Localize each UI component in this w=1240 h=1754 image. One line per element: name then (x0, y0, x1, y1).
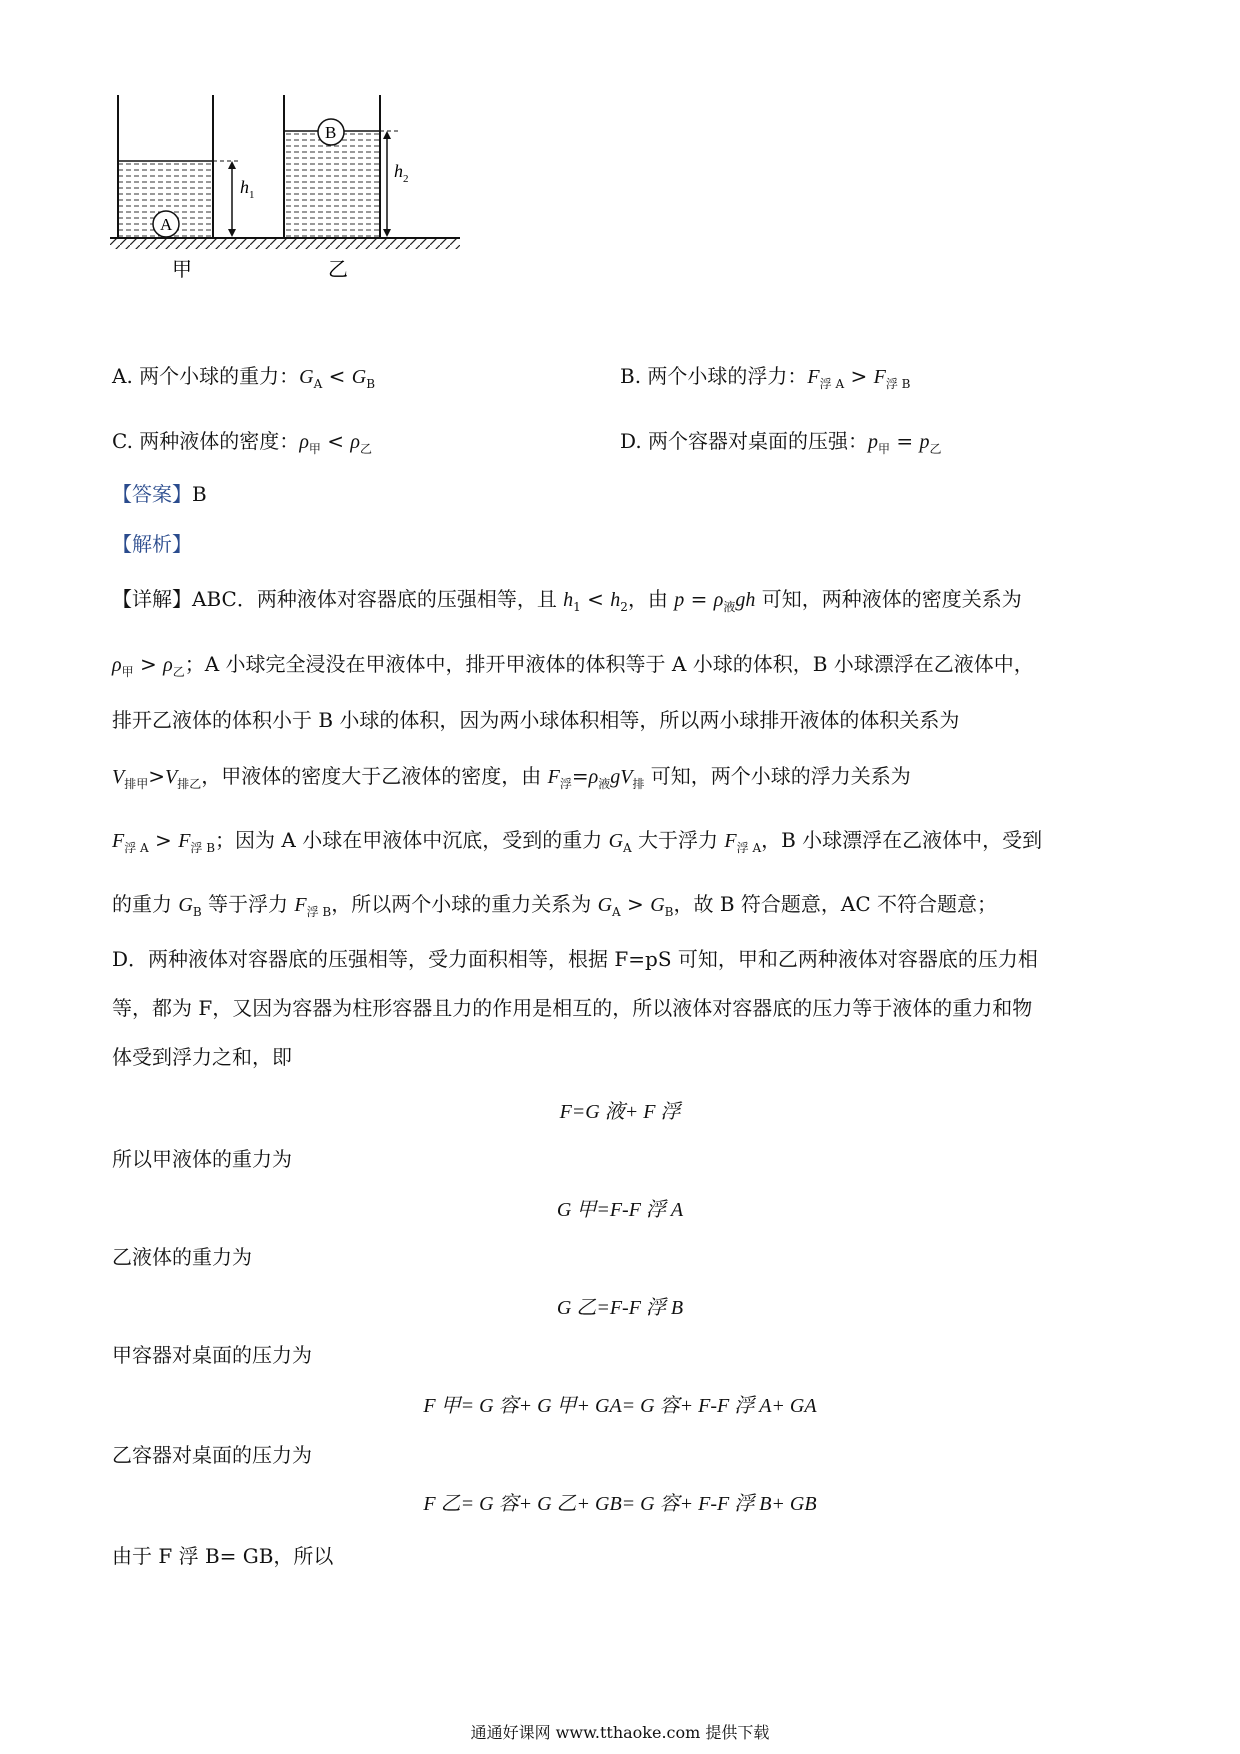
liquid-yi (285, 131, 379, 238)
detail-d-2: 等，都为 F，又因为容器为柱形容器且力的作用是相互的，所以液体对容器底的压力等于液体的重力和物 (112, 996, 1033, 1020)
text-5: 由于 F 浮 B= GB，所以 (112, 1544, 334, 1568)
equation-1: F=G 液+ F 浮 (559, 1101, 681, 1123)
option-c: C. 两种液体的密度：$\rho_甲 < \rho_乙$ (112, 429, 373, 456)
equation-4: F 甲= G 容+ G 甲+ GA= G 容+ F-F 浮 A+ GA (423, 1395, 817, 1417)
detail-line-6: 的重力 $G_B$ 等于浮力 $F_{浮 B}$，所以两个小球的重力关系为 $G_A > G_B$，故 B 符合题意，AC 不符合题意； (112, 892, 997, 919)
detail-line-3: 排开乙液体的体积小于 B 小球的体积，因为两小球体积相等，所以两小球排开液体的体积关系为 (112, 708, 960, 732)
option-a: A. 两个小球的重力：$G_A < G_B$ (112, 364, 376, 391)
detail-d-1: D．两种液体对容器底的压强相等，受力面积相等，根据 F=pS 可知，甲和乙两种液体对容器底的压力相 (112, 947, 1038, 971)
svg-text:h1 (240, 177, 255, 201)
option-d: D. 两个容器对桌面的压强：$p_甲 = p_乙$ (620, 429, 942, 456)
detail-line-2: $\rho_甲 > \rho_乙$；A 小球完全浸没在甲液体中，排开甲液体的体积等于 A 小球的体积，B 小球漂浮在乙液体中， (112, 652, 1034, 679)
ball-b-label: B (325, 123, 337, 142)
container-figure (110, 95, 470, 285)
container-yi (284, 95, 409, 238)
footer: 通通好课网 www.tthaoke.com 提供下载 (470, 1723, 770, 1742)
detail-line-4: $V_{排甲}>V_{排乙}$，甲液体的密度大于乙液体的密度，由 $F_浮=\rho_液gV_排$ 可知，两个小球的浮力关系为 (112, 764, 911, 791)
h1-label: h (240, 177, 249, 197)
equation-5: F 乙= G 容+ G 乙+ GB= G 容+ F-F 浮 B+ GB (423, 1493, 817, 1515)
h2-sub: 2 (403, 173, 409, 185)
svg-text:h2 (394, 161, 409, 185)
text-4: 乙容器对桌面的压力为 (112, 1443, 312, 1467)
label-jia: 甲 (172, 259, 192, 281)
detail-line-5: $F_{浮 A} > F_{浮 B}$；因为 A 小球在甲液体中沉底，受到的重力 $G_A$ 大于浮力 $F_{浮 A}$，B 小球漂浮在乙液体中，受到 (112, 828, 1043, 855)
detail-d-3: 体受到浮力之和，即 (112, 1045, 292, 1069)
ground-hatch (110, 239, 460, 249)
answer-tag: 【答案】 (112, 482, 192, 506)
answer-value: B (192, 482, 207, 506)
container-jia (118, 95, 255, 238)
h2-label: h (394, 161, 403, 181)
analysis-line (112, 530, 192, 558)
text-3: 甲容器对桌面的压力为 (112, 1343, 312, 1367)
detail-line-1: 【详解】ABC．两种液体对容器底的压强相等，且 $h_1 < h_2$，由 $p = \rho_液gh$ 可知，两种液体的密度关系为 (112, 587, 1022, 614)
ball-a-label: A (160, 215, 173, 234)
label-yi: 乙 (328, 259, 348, 281)
option-b: B. 两个小球的浮力：$F_{浮 A} > F_{浮 B}$ (620, 364, 911, 391)
text-1: 所以甲液体的重力为 (112, 1147, 292, 1171)
equation-3: G 乙=F-F 浮 B (556, 1297, 684, 1319)
h1-sub: 1 (249, 189, 255, 201)
analysis-tag: 【解析】 (112, 532, 192, 556)
text-2: 乙液体的重力为 (112, 1245, 252, 1269)
equation-2: G 甲=F-F 浮 A (556, 1199, 684, 1221)
answer-line (112, 480, 207, 508)
